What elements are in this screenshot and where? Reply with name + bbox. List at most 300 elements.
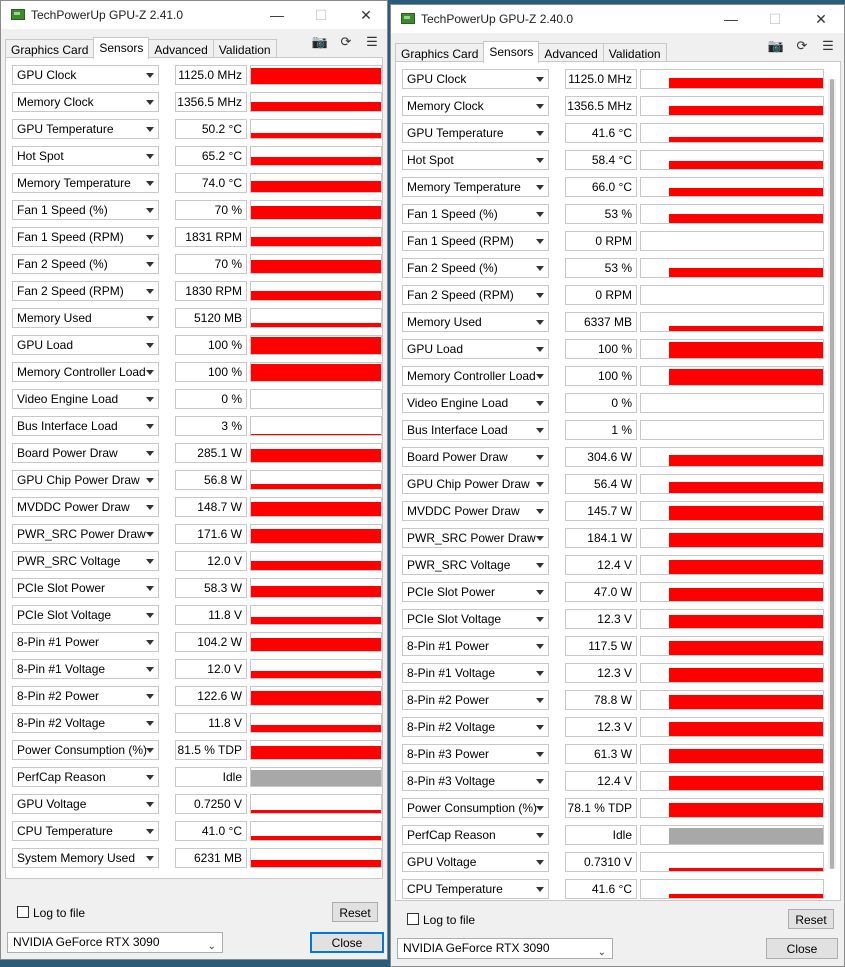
sensor-name: Memory Used bbox=[407, 315, 482, 329]
dropdown-arrow-icon bbox=[536, 293, 544, 298]
dropdown-arrow-icon bbox=[536, 563, 544, 568]
sensor-value: 145.7 W bbox=[565, 501, 637, 521]
refresh-icon[interactable]: ⟳ bbox=[796, 38, 808, 53]
sensor-graph-fill bbox=[251, 364, 381, 381]
sensor-name: 8-Pin #1 Power bbox=[17, 635, 100, 649]
sensor-graph-fill bbox=[669, 695, 823, 709]
log-to-file-label: Log to file bbox=[423, 913, 476, 927]
sensor-graph bbox=[250, 605, 382, 625]
dropdown-arrow-icon bbox=[146, 856, 154, 861]
sensor-value: 78.8 W bbox=[565, 690, 637, 710]
sensor-name: PerfCap Reason bbox=[407, 828, 496, 842]
sensor-graph-fill bbox=[669, 588, 823, 601]
sensor-name-dropdown[interactable] bbox=[12, 254, 159, 274]
sensor-name: Memory Clock bbox=[17, 95, 94, 109]
minimize-icon[interactable]: — bbox=[270, 7, 284, 23]
sensor-graph-fill bbox=[251, 836, 381, 840]
sensor-graph bbox=[250, 767, 382, 787]
sensor-name: Power Consumption (%) bbox=[17, 743, 148, 757]
sensor-graph-fill bbox=[251, 691, 381, 705]
sensor-name-dropdown[interactable] bbox=[12, 92, 159, 112]
sensor-graph-fill bbox=[669, 326, 823, 331]
sensor-scrollbar[interactable] bbox=[828, 79, 836, 869]
sensor-name-dropdown[interactable] bbox=[12, 389, 159, 409]
close-icon[interactable]: ✕ bbox=[815, 11, 827, 27]
dropdown-arrow-icon bbox=[146, 667, 154, 672]
dropdown-arrow-icon bbox=[536, 482, 544, 487]
window-title: TechPowerUp GPU-Z 2.41.0 bbox=[31, 8, 184, 22]
dropdown-arrow-icon bbox=[536, 266, 544, 271]
sensor-name: Memory Controller Load bbox=[17, 365, 146, 379]
gpuz-window-left bbox=[0, 0, 388, 960]
sensor-graph bbox=[250, 659, 382, 679]
sensor-name: Hot Spot bbox=[17, 149, 64, 163]
sensor-name-dropdown[interactable] bbox=[12, 821, 159, 841]
sensor-name: Memory Clock bbox=[407, 99, 484, 113]
sensor-name-dropdown[interactable] bbox=[402, 528, 549, 548]
sensor-name: GPU Temperature bbox=[17, 122, 114, 136]
sensor-graph bbox=[250, 389, 382, 409]
sensor-graph-fill bbox=[251, 746, 381, 759]
sensor-name-dropdown[interactable] bbox=[12, 416, 159, 436]
sensor-graph-fill bbox=[251, 561, 381, 570]
sensor-graph-fill bbox=[669, 455, 823, 466]
sensor-name-dropdown[interactable] bbox=[402, 690, 549, 710]
dropdown-arrow-icon bbox=[146, 424, 154, 429]
tab-strip bbox=[5, 37, 276, 57]
sensor-name-dropdown[interactable] bbox=[12, 470, 159, 490]
sensor-value: 58.4 °C bbox=[565, 150, 637, 170]
sensor-name-dropdown[interactable] bbox=[402, 204, 549, 224]
sensor-graph-fill bbox=[251, 671, 381, 678]
sensor-name-dropdown[interactable] bbox=[402, 609, 549, 629]
sensor-name-dropdown[interactable] bbox=[402, 555, 549, 575]
maximize-icon: ☐ bbox=[768, 11, 782, 27]
gpu-select-value: NVIDIA GeForce RTX 3090 bbox=[403, 941, 550, 955]
sensor-graph-fill bbox=[669, 560, 823, 574]
sensor-name-dropdown[interactable] bbox=[12, 119, 159, 139]
sensor-name-dropdown[interactable] bbox=[12, 200, 159, 220]
sensor-name-dropdown[interactable] bbox=[402, 150, 549, 170]
sensor-graph bbox=[640, 474, 824, 494]
camera-icon[interactable]: 📷 bbox=[767, 38, 785, 53]
sensor-name: Power Consumption (%) bbox=[407, 801, 538, 815]
dropdown-arrow-icon bbox=[536, 833, 544, 838]
sensor-name-dropdown[interactable] bbox=[12, 524, 159, 544]
sensor-value: 6231 MB bbox=[175, 848, 247, 868]
dropdown-arrow-icon bbox=[146, 694, 154, 699]
sensor-value: 12.3 V bbox=[565, 663, 637, 683]
gpu-select[interactable] bbox=[397, 938, 613, 959]
tab-graphics-card[interactable]: Graphics Card bbox=[5, 39, 94, 59]
sensor-name: Board Power Draw bbox=[17, 446, 118, 460]
tab-validation[interactable]: Validation bbox=[213, 39, 277, 59]
sensor-graph bbox=[250, 200, 382, 220]
sensor-graph bbox=[640, 879, 824, 899]
sensor-value: 41.6 °C bbox=[565, 879, 637, 899]
sensor-name-dropdown[interactable] bbox=[12, 578, 159, 598]
sensor-graph-fill bbox=[669, 106, 823, 115]
sensor-graph bbox=[250, 362, 382, 382]
sensor-graph bbox=[250, 848, 382, 868]
dropdown-arrow-icon bbox=[536, 509, 544, 514]
minimize-icon[interactable]: — bbox=[724, 11, 738, 27]
sensor-graph bbox=[640, 366, 824, 386]
sensor-name-dropdown[interactable] bbox=[12, 740, 159, 760]
sensor-name-dropdown[interactable] bbox=[12, 848, 159, 868]
sensor-graph-fill bbox=[251, 102, 381, 111]
sensor-value: 81.5 % TDP bbox=[175, 740, 247, 760]
sensor-name: Memory Controller Load bbox=[407, 369, 536, 383]
sensor-value: 3 % bbox=[175, 416, 247, 436]
sensor-graph bbox=[250, 173, 382, 193]
tab-sensors[interactable]: Sensors bbox=[483, 41, 539, 63]
dropdown-arrow-icon bbox=[536, 536, 544, 541]
sensor-name-dropdown[interactable] bbox=[12, 308, 159, 328]
sensor-name-dropdown[interactable] bbox=[402, 285, 549, 305]
sensor-value: 1 % bbox=[565, 420, 637, 440]
dropdown-arrow-icon bbox=[536, 401, 544, 406]
sensor-value: 53 % bbox=[565, 204, 637, 224]
sensor-graph-fill bbox=[669, 776, 823, 790]
sensor-name-dropdown[interactable] bbox=[12, 794, 159, 814]
sensor-name-dropdown[interactable] bbox=[402, 852, 549, 872]
sensor-value: 61.3 W bbox=[565, 744, 637, 764]
sensor-value: 0 % bbox=[565, 393, 637, 413]
sensor-name-dropdown[interactable] bbox=[402, 636, 549, 656]
sensor-value: 58.3 W bbox=[175, 578, 247, 598]
sensor-value: 1125.0 MHz bbox=[175, 65, 247, 85]
sensor-name-dropdown[interactable] bbox=[402, 717, 549, 737]
sensor-value: 66.0 °C bbox=[565, 177, 637, 197]
sensor-name: PWR_SRC Power Draw bbox=[407, 531, 536, 545]
sensor-graph bbox=[250, 470, 382, 490]
sensor-value: 171.6 W bbox=[175, 524, 247, 544]
sensor-name-dropdown[interactable] bbox=[12, 146, 159, 166]
dropdown-arrow-icon bbox=[146, 100, 154, 105]
tab-graphics-card[interactable]: Graphics Card bbox=[395, 43, 484, 63]
refresh-icon[interactable]: ⟳ bbox=[340, 34, 352, 49]
sensor-name: GPU Clock bbox=[17, 68, 77, 82]
sensor-name-dropdown[interactable] bbox=[12, 227, 159, 247]
log-to-file-label: Log to file bbox=[33, 906, 86, 920]
dropdown-arrow-icon bbox=[536, 779, 544, 784]
sensor-value: 304.6 W bbox=[565, 447, 637, 467]
dropdown-arrow-icon bbox=[536, 644, 544, 649]
sensor-name: PCIe Slot Power bbox=[407, 585, 496, 599]
sensor-name-dropdown[interactable] bbox=[402, 447, 549, 467]
dropdown-arrow-icon bbox=[146, 775, 154, 780]
sensor-value: 53 % bbox=[565, 258, 637, 278]
sensor-name: PCIe Slot Power bbox=[17, 581, 106, 595]
sensor-value: 1125.0 MHz bbox=[565, 69, 637, 89]
chevron-down-icon: ⌄ bbox=[597, 947, 606, 958]
sensor-name-dropdown[interactable] bbox=[12, 659, 159, 679]
sensor-graph bbox=[640, 798, 824, 818]
dropdown-arrow-icon bbox=[536, 887, 544, 892]
camera-icon[interactable]: 📷 bbox=[311, 34, 329, 49]
menu-icon[interactable]: ☰ bbox=[822, 38, 834, 53]
sensor-graph-fill bbox=[669, 161, 823, 169]
sensor-name-dropdown[interactable] bbox=[402, 258, 549, 278]
sensor-name: Memory Used bbox=[17, 311, 92, 325]
close-button[interactable]: Close bbox=[310, 932, 384, 953]
sensor-name-dropdown[interactable] bbox=[402, 69, 549, 89]
close-icon[interactable]: ✕ bbox=[360, 7, 372, 23]
sensor-graph bbox=[640, 690, 824, 710]
sensor-name-dropdown[interactable] bbox=[402, 474, 549, 494]
sensor-name-dropdown[interactable] bbox=[12, 605, 159, 625]
sensor-name-dropdown[interactable] bbox=[12, 335, 159, 355]
sensor-graph bbox=[250, 578, 382, 598]
sensor-graph-fill bbox=[669, 722, 823, 736]
dropdown-arrow-icon bbox=[146, 478, 154, 483]
sensor-graph-fill bbox=[669, 749, 823, 763]
dropdown-arrow-icon bbox=[146, 505, 154, 510]
sensor-name-dropdown[interactable] bbox=[402, 123, 549, 143]
dropdown-arrow-icon bbox=[146, 802, 154, 807]
sensor-graph-fill bbox=[251, 770, 381, 786]
dropdown-arrow-icon bbox=[146, 289, 154, 294]
dropdown-arrow-icon bbox=[146, 154, 154, 159]
tab-advanced[interactable]: Advanced bbox=[148, 39, 213, 59]
sensor-value: 41.6 °C bbox=[565, 123, 637, 143]
sensor-name: GPU Load bbox=[407, 342, 464, 356]
sensor-name-dropdown[interactable] bbox=[12, 443, 159, 463]
sensor-name-dropdown[interactable] bbox=[12, 362, 159, 382]
menu-icon[interactable]: ☰ bbox=[366, 34, 378, 49]
dropdown-arrow-icon bbox=[536, 725, 544, 730]
close-button[interactable]: Close bbox=[766, 938, 838, 959]
dropdown-arrow-icon bbox=[536, 428, 544, 433]
tab-advanced[interactable]: Advanced bbox=[538, 43, 603, 63]
sensor-graph-fill bbox=[251, 157, 381, 165]
sensor-graph-fill bbox=[251, 181, 381, 192]
sensor-graph bbox=[250, 281, 382, 301]
sensor-value: 148.7 W bbox=[175, 497, 247, 517]
sensor-graph bbox=[640, 96, 824, 116]
sensor-name: Fan 1 Speed (RPM) bbox=[407, 234, 514, 248]
sensor-graph bbox=[250, 632, 382, 652]
sensor-graph-fill bbox=[669, 369, 823, 385]
sensor-name-dropdown[interactable] bbox=[402, 825, 549, 845]
log-to-file-checkbox[interactable] bbox=[407, 913, 419, 925]
sensor-name: PWR_SRC Power Draw bbox=[17, 527, 146, 541]
sensor-value: 0 RPM bbox=[565, 231, 637, 251]
sensor-graph bbox=[640, 285, 824, 305]
tab-validation[interactable]: Validation bbox=[603, 43, 667, 63]
sensor-graph-fill bbox=[251, 449, 381, 462]
dropdown-arrow-icon bbox=[146, 316, 154, 321]
sensor-graph-fill bbox=[251, 260, 381, 273]
sensor-name-dropdown[interactable] bbox=[12, 686, 159, 706]
sensor-graph bbox=[640, 393, 824, 413]
sensor-value: 6337 MB bbox=[565, 312, 637, 332]
sensor-name-dropdown[interactable] bbox=[402, 231, 549, 251]
sensor-name: GPU Load bbox=[17, 338, 74, 352]
sensor-graph bbox=[640, 555, 824, 575]
sensor-graph-fill bbox=[669, 268, 823, 277]
sensor-name-dropdown[interactable] bbox=[402, 96, 549, 116]
sensor-value: 100 % bbox=[175, 362, 247, 382]
dropdown-arrow-icon bbox=[536, 158, 544, 163]
sensor-name: CPU Temperature bbox=[407, 882, 503, 896]
sensor-name-dropdown[interactable] bbox=[402, 420, 549, 440]
sensor-name: Fan 1 Speed (%) bbox=[407, 207, 498, 221]
sensor-graph-fill bbox=[251, 206, 381, 219]
sensor-name-dropdown[interactable] bbox=[402, 366, 549, 386]
title-bar bbox=[391, 5, 844, 33]
sensor-name-dropdown[interactable] bbox=[12, 767, 159, 787]
sensor-graph-fill bbox=[251, 291, 381, 300]
scrollbar-thumb[interactable] bbox=[830, 79, 834, 869]
sensor-graph bbox=[640, 339, 824, 359]
dropdown-arrow-icon bbox=[146, 829, 154, 834]
dropdown-arrow-icon bbox=[146, 235, 154, 240]
sensor-name: GPU Voltage bbox=[17, 797, 87, 811]
sensor-graph bbox=[640, 501, 824, 521]
gpu-select-value: NVIDIA GeForce RTX 3090 bbox=[13, 935, 160, 949]
sensor-name-dropdown[interactable] bbox=[402, 771, 549, 791]
sensor-name: 8-Pin #3 Power bbox=[407, 747, 490, 761]
sensor-graph-fill bbox=[251, 529, 381, 543]
sensor-value: 74.0 °C bbox=[175, 173, 247, 193]
sensor-graph bbox=[250, 119, 382, 139]
sensor-name: 8-Pin #1 Voltage bbox=[407, 666, 496, 680]
sensor-name: 8-Pin #2 Voltage bbox=[407, 720, 496, 734]
sensor-name-dropdown[interactable] bbox=[12, 173, 159, 193]
sensor-name-dropdown[interactable] bbox=[12, 281, 159, 301]
sensor-name: GPU Chip Power Draw bbox=[407, 477, 530, 491]
sensor-name: PWR_SRC Voltage bbox=[17, 554, 121, 568]
sensor-graph-fill bbox=[251, 725, 381, 732]
sensor-name: 8-Pin #2 Power bbox=[407, 693, 490, 707]
sensor-name-dropdown[interactable] bbox=[12, 551, 159, 571]
sensor-graph-fill bbox=[669, 78, 823, 88]
sensor-name-dropdown[interactable] bbox=[402, 879, 549, 899]
sensor-name-dropdown[interactable] bbox=[402, 177, 549, 197]
sensor-name-dropdown[interactable] bbox=[402, 393, 549, 413]
sensor-value: Idle bbox=[175, 767, 247, 787]
sensor-name: Fan 1 Speed (RPM) bbox=[17, 230, 124, 244]
sensor-value: 78.1 % TDP bbox=[565, 798, 637, 818]
sensor-name-dropdown[interactable] bbox=[402, 663, 549, 683]
tab-sensors[interactable]: Sensors bbox=[93, 37, 149, 59]
sensor-graph bbox=[640, 609, 824, 629]
sensor-value: 11.8 V bbox=[175, 713, 247, 733]
sensor-name: 8-Pin #2 Voltage bbox=[17, 716, 106, 730]
sensor-name: MVDDC Power Draw bbox=[407, 504, 520, 518]
sensor-graph bbox=[640, 231, 824, 251]
sensor-value: 0 RPM bbox=[565, 285, 637, 305]
sensor-name-dropdown[interactable] bbox=[402, 582, 549, 602]
sensor-value: 184.1 W bbox=[565, 528, 637, 548]
sensor-graph bbox=[640, 771, 824, 791]
sensor-name-dropdown[interactable] bbox=[12, 65, 159, 85]
sensor-name-dropdown[interactable] bbox=[402, 744, 549, 764]
sensor-name: PCIe Slot Voltage bbox=[407, 612, 502, 626]
sensor-value: Idle bbox=[565, 825, 637, 845]
reset-button[interactable]: Reset bbox=[332, 902, 378, 922]
sensor-name-dropdown[interactable] bbox=[402, 312, 549, 332]
title-bar bbox=[1, 1, 387, 29]
sensor-name-dropdown[interactable] bbox=[12, 497, 159, 517]
sensor-value: 0.7310 V bbox=[565, 852, 637, 872]
sensor-name: GPU Clock bbox=[407, 72, 467, 86]
sensor-name-dropdown[interactable] bbox=[12, 632, 159, 652]
sensor-name: Video Engine Load bbox=[407, 396, 509, 410]
sensor-name: System Memory Used bbox=[17, 851, 136, 865]
dropdown-arrow-icon bbox=[146, 181, 154, 186]
sensor-value: 122.6 W bbox=[175, 686, 247, 706]
sensor-name: 8-Pin #1 Power bbox=[407, 639, 490, 653]
sensor-value: 12.4 V bbox=[565, 555, 637, 575]
sensor-graph-fill bbox=[669, 668, 823, 682]
sensor-graph bbox=[640, 582, 824, 602]
sensor-name-dropdown[interactable] bbox=[12, 713, 159, 733]
window-title: TechPowerUp GPU-Z 2.40.0 bbox=[421, 12, 574, 26]
sensor-name-dropdown[interactable] bbox=[402, 339, 549, 359]
sensor-graph bbox=[640, 528, 824, 548]
sensor-value: 70 % bbox=[175, 254, 247, 274]
sensor-name: Memory Temperature bbox=[17, 176, 131, 190]
sensor-graph bbox=[640, 447, 824, 467]
dropdown-arrow-icon bbox=[536, 77, 544, 82]
sensor-name: 8-Pin #2 Power bbox=[17, 689, 100, 703]
dropdown-arrow-icon bbox=[146, 748, 154, 753]
sensor-graph bbox=[250, 524, 382, 544]
sensor-name-dropdown[interactable] bbox=[402, 798, 549, 818]
sensor-value: 12.0 V bbox=[175, 551, 247, 571]
sensor-graph-fill bbox=[669, 615, 823, 628]
sensor-graph-fill bbox=[251, 502, 381, 516]
sensor-name: 8-Pin #3 Voltage bbox=[407, 774, 496, 788]
reset-button[interactable]: Reset bbox=[788, 909, 834, 929]
sensor-name: Video Engine Load bbox=[17, 392, 119, 406]
sensor-value: 0 % bbox=[175, 389, 247, 409]
dropdown-arrow-icon bbox=[146, 370, 154, 375]
sensor-graph-fill bbox=[251, 860, 381, 867]
dropdown-arrow-icon bbox=[146, 532, 154, 537]
sensor-value: 117.5 W bbox=[565, 636, 637, 656]
gpuz-app-icon bbox=[11, 9, 25, 20]
sensor-graph-fill bbox=[251, 586, 381, 597]
sensor-name: Fan 1 Speed (%) bbox=[17, 203, 108, 217]
dropdown-arrow-icon bbox=[146, 127, 154, 132]
dropdown-arrow-icon bbox=[146, 559, 154, 564]
dropdown-arrow-icon bbox=[146, 343, 154, 348]
sensor-graph bbox=[250, 551, 382, 571]
dropdown-arrow-icon bbox=[146, 613, 154, 618]
log-to-file-checkbox[interactable] bbox=[17, 906, 29, 918]
sensor-graph bbox=[640, 150, 824, 170]
sensor-name-dropdown[interactable] bbox=[402, 501, 549, 521]
sensor-graph bbox=[640, 312, 824, 332]
sensor-panel bbox=[395, 61, 841, 901]
sensor-value: 50.2 °C bbox=[175, 119, 247, 139]
sensor-graph-fill bbox=[669, 828, 823, 844]
sensor-name: Fan 2 Speed (%) bbox=[17, 257, 108, 271]
sensor-graph-fill bbox=[251, 323, 381, 327]
maximize-icon: ☐ bbox=[314, 7, 328, 23]
dropdown-arrow-icon bbox=[536, 320, 544, 325]
sensor-graph bbox=[640, 204, 824, 224]
gpu-select[interactable] bbox=[7, 932, 223, 953]
sensor-name: 8-Pin #1 Voltage bbox=[17, 662, 106, 676]
sensor-graph bbox=[640, 744, 824, 764]
sensor-name: Bus Interface Load bbox=[17, 419, 118, 433]
dropdown-arrow-icon bbox=[146, 586, 154, 591]
